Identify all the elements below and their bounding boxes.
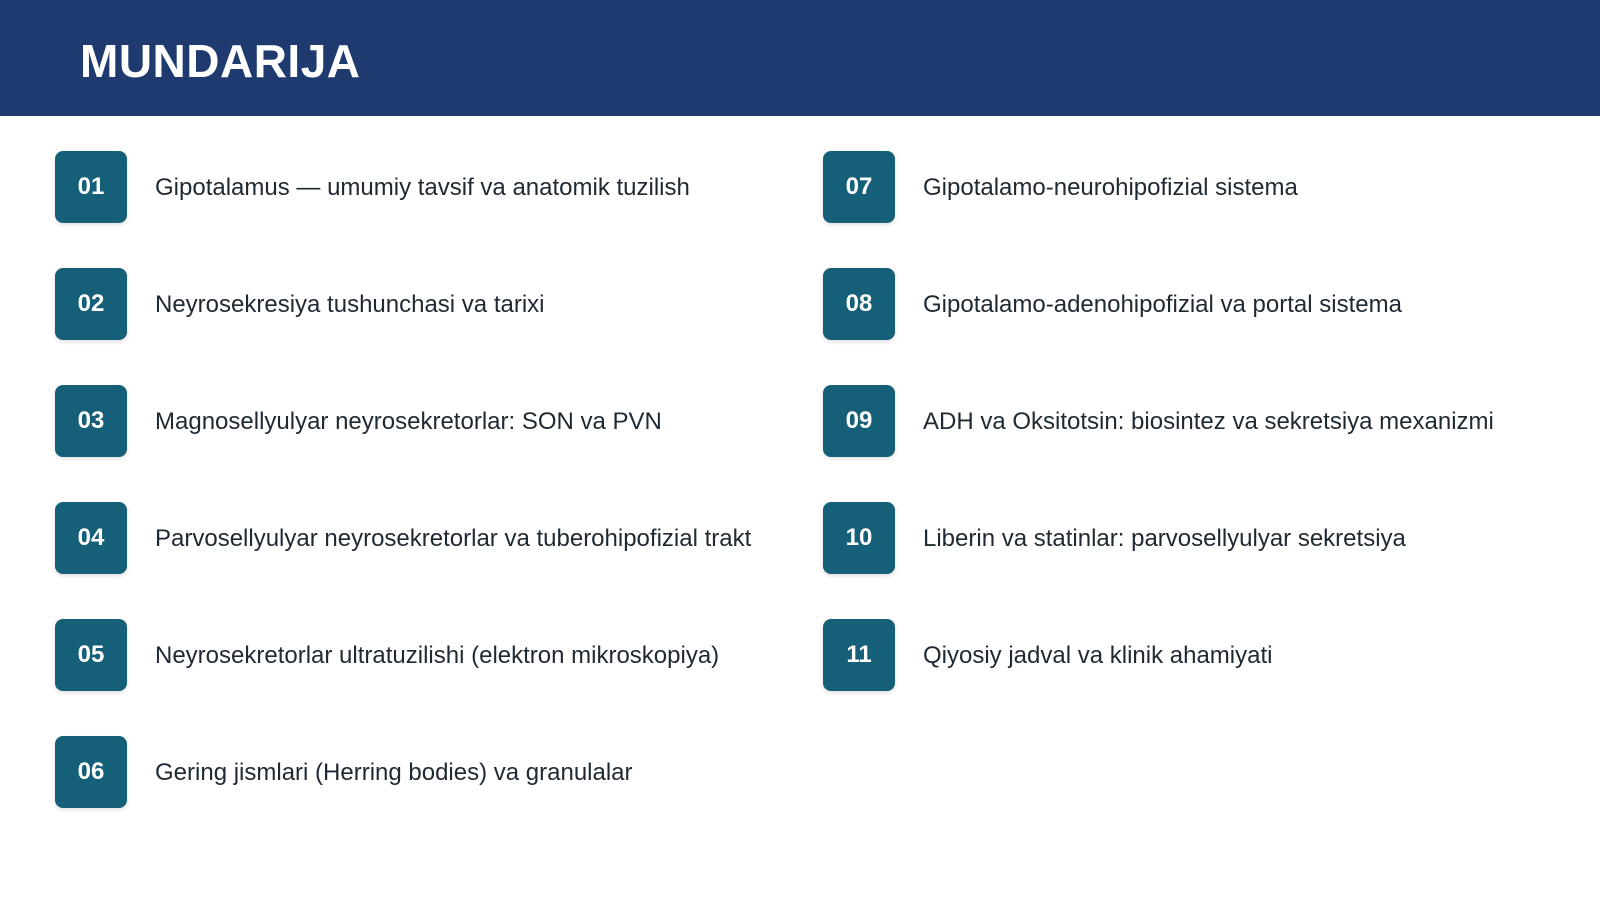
item-number-badge: 01: [55, 151, 127, 223]
item-number-badge: 03: [55, 385, 127, 457]
item-number-badge: 08: [823, 268, 895, 340]
item-number-badge: 10: [823, 502, 895, 574]
item-number-badge: 07: [823, 151, 895, 223]
toc-item-06[interactable]: [55, 736, 775, 808]
item-label: Magnosellyulyar neyrosekretorlar: SON va PVN: [155, 407, 662, 435]
item-label: Neyrosekresiya tushunchasi va tarixi: [155, 290, 545, 318]
toc-item-02[interactable]: [55, 268, 775, 340]
item-label: Gipotalamo-adenohipofizial va portal sistema: [923, 290, 1402, 318]
toc-item-11[interactable]: [823, 619, 1563, 691]
toc-item-07[interactable]: [823, 151, 1563, 223]
item-number-badge: 04: [55, 502, 127, 574]
item-label: Gipotalamus — umumiy tavsif va anatomik tuzilish: [155, 173, 690, 201]
item-number-badge: 09: [823, 385, 895, 457]
toc-item-03[interactable]: [55, 385, 775, 457]
item-label: Gipotalamo-neurohipofizial sistema: [923, 173, 1298, 201]
item-label: Liberin va statinlar: parvosellyulyar sekretsiya: [923, 524, 1406, 552]
toc-item-10[interactable]: [823, 502, 1563, 574]
item-label: Gering jismlari (Herring bodies) va granulalar: [155, 758, 633, 786]
item-number-badge: 06: [55, 736, 127, 808]
page-title: MUNDARIJA: [80, 35, 361, 87]
toc-item-04[interactable]: [55, 502, 775, 574]
item-label: ADH va Oksitotsin: biosintez va sekretsiya mexanizmi: [923, 407, 1494, 435]
item-label: Qiyosiy jadval va klinik ahamiyati: [923, 641, 1273, 669]
item-label: Parvosellyulyar neyrosekretorlar va tuberohipofizial trakt: [155, 524, 752, 552]
item-number-badge: 02: [55, 268, 127, 340]
toc-item-09[interactable]: [823, 385, 1563, 457]
item-number-badge: 11: [823, 619, 895, 691]
item-label: Neyrosekretorlar ultratuzilishi (elektron mikroskopiya): [155, 641, 720, 669]
toc-item-08[interactable]: [823, 268, 1563, 340]
toc-item-01[interactable]: [55, 151, 775, 223]
item-number-badge: 05: [55, 619, 127, 691]
toc-item-05[interactable]: [55, 619, 775, 691]
